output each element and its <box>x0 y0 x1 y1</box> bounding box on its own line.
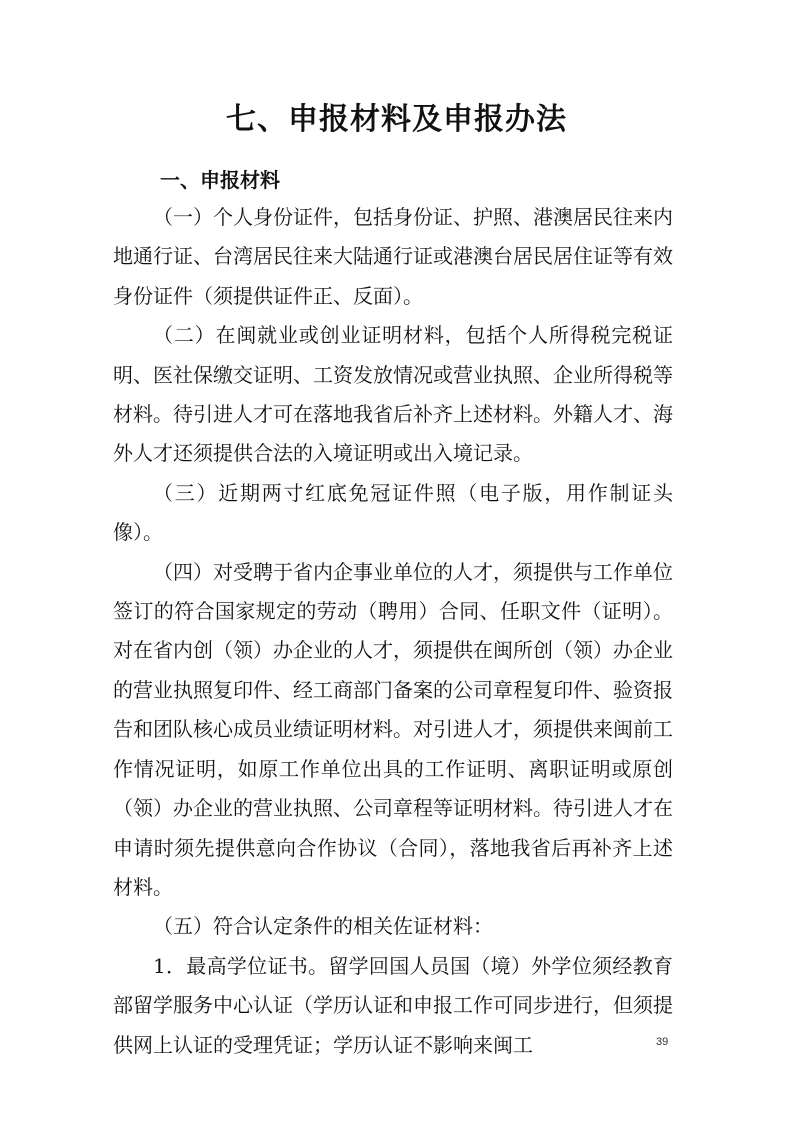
paragraph-employment-proof: （二）在闽就业或创业证明材料，包括个人所得税完税证明、医社保缴交证明、工资发放情况或营业执照、企业所得税等材料。待引进人才可在落地我省后补齐上述材料。外籍人才、海外人才还须提供合法的入境证明或出入境记录。 <box>113 323 673 466</box>
paragraph-photo: （三）近期两寸红底免冠证件照（电子版，用作制证头像）。 <box>113 480 673 545</box>
page-number: 39 <box>656 1036 669 1048</box>
body-text <box>113 198 673 1065</box>
paragraph-degree-certificate: 1．最高学位证书。留学回国人员国（境）外学位须经教育部留学服务中心认证（学历认证和申报工作可同步进行，但须提供网上认证的受理凭证；学历认证不影响来闽工 <box>113 953 673 1057</box>
section-heading: 一、申报材料 <box>160 168 280 192</box>
paragraph-supporting-materials: （五）符合认定条件的相关佐证材料： <box>153 914 493 939</box>
paragraph-identity-documents: （一）个人身份证件，包括身份证、护照、港澳居民往来内地通行证、台湾居民往来大陆通行证或港澳台居民居住证等有效身份证件（须提供证件正、反面）。 <box>113 205 673 308</box>
paragraph-contract-materials: （四）对受聘于省内企事业单位的人才，须提供与工作单位签订的符合国家规定的劳动（聘用）合同、任职文件（证明）。对在省内创（领）办企业的人才，须提供在闽所创（领）办企业的营业执照复印件、经工商部门备案的公司章程复印件、验资报告和团队核心成员业绩证明材料。对引进人才，须提供来闽前工作情况证明，如原工作单位出具的工作证明、离职证明或原创（领）办企业的营业执照、公司章程等证明材料。待引进人才在申请时须先提供意向合作协议（合同），落地我省后再补齐上述材料。 <box>113 559 673 899</box>
page-title: 七、申报材料及申报办法 <box>226 102 567 137</box>
